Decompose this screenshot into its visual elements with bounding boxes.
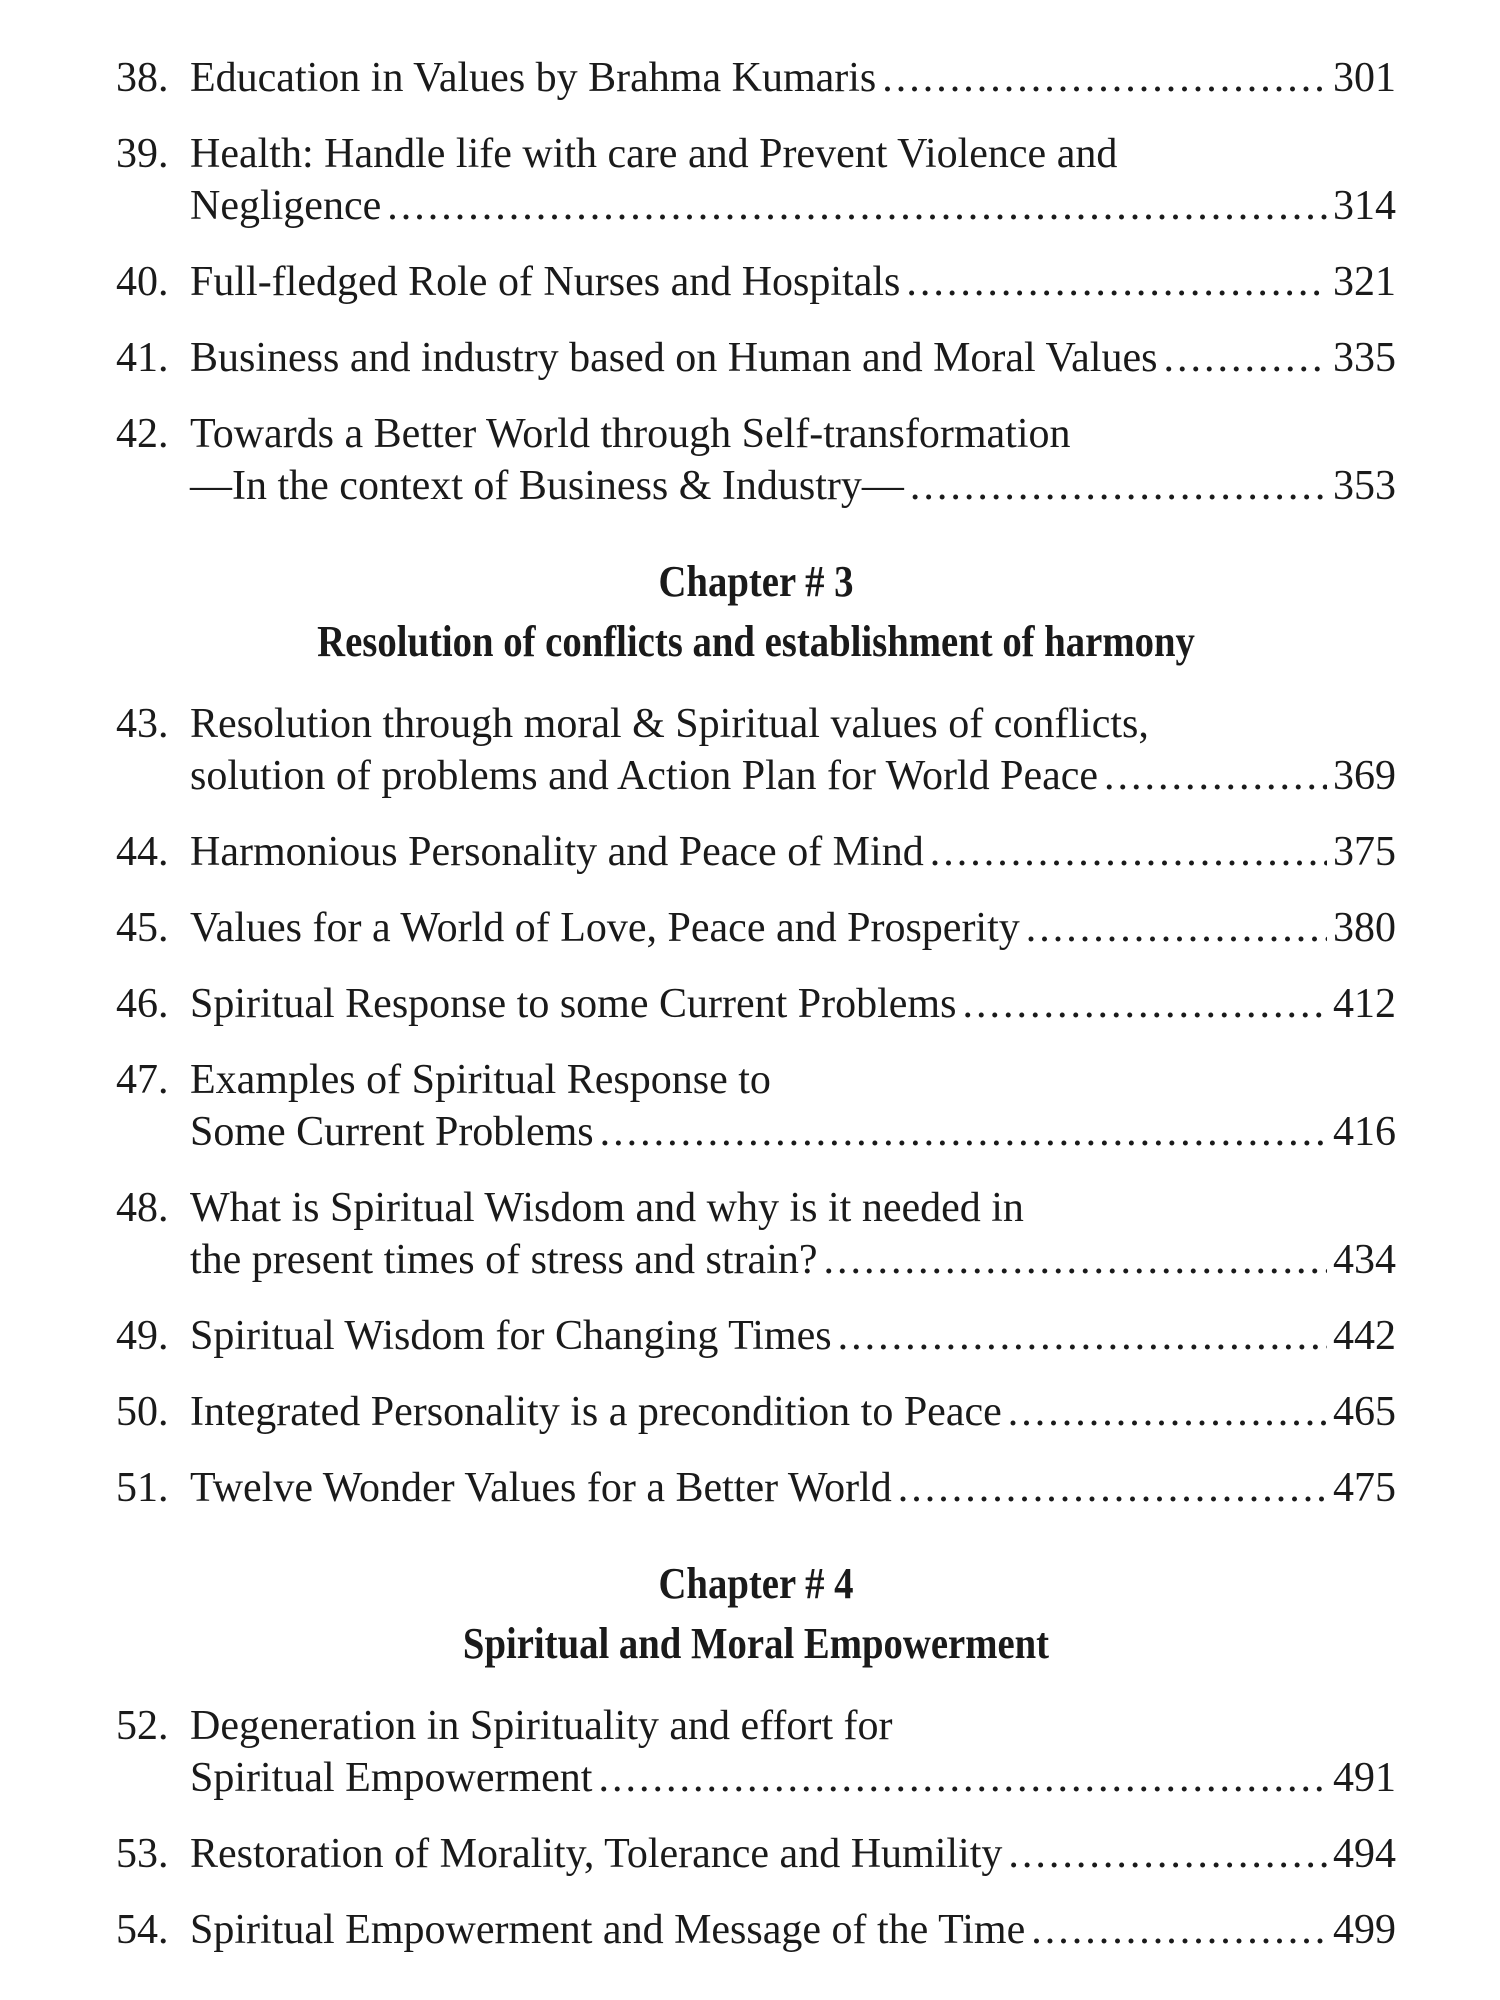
entry-body (190, 1462, 1396, 1514)
entry-title-line: Resolution through moral & Spiritual values of conflicts, (190, 701, 1149, 747)
entry-number: 42. (116, 411, 169, 457)
page-number: 465 (1333, 1389, 1396, 1435)
page-number: 375 (1333, 829, 1396, 875)
toc-entry (116, 408, 1396, 512)
entry-title-line: —In the context of Business & Industry— (190, 463, 904, 509)
entry-body (190, 256, 1396, 308)
dot-leader (598, 1752, 1327, 1804)
entry-body (190, 128, 1396, 232)
chapter-title: Resolution of conflicts and establishment of harmony (317, 617, 1195, 666)
chapter-number: Chapter # 3 (658, 557, 854, 606)
entry-body (190, 1904, 1396, 1956)
page-number: 434 (1333, 1237, 1396, 1283)
entry-title-row (190, 902, 1396, 954)
entry-number: 52. (116, 1703, 169, 1749)
entry-body (190, 902, 1396, 954)
entry-title-line: Degeneration in Spirituality and effort for (190, 1703, 893, 1749)
page-number: 335 (1333, 335, 1396, 381)
entry-number: 43. (116, 701, 169, 747)
entry-title-row (190, 750, 1396, 802)
toc-entry (116, 52, 1396, 104)
table-of-contents (116, 52, 1396, 1980)
entry-title-line: Education in Values by Brahma Kumaris (190, 55, 877, 101)
entry-number: 44. (116, 829, 169, 875)
entry-body (190, 1828, 1396, 1880)
dot-leader (898, 1462, 1327, 1514)
entry-body (190, 1386, 1396, 1438)
chapter-heading (116, 552, 1396, 672)
toc-entry (116, 1700, 1396, 1804)
toc-entry (116, 1386, 1396, 1438)
dot-leader (1008, 1828, 1327, 1880)
entry-title-row (190, 1234, 1396, 1286)
page-number: 491 (1333, 1755, 1396, 1801)
dot-leader (1031, 1904, 1327, 1956)
entry-body (190, 332, 1396, 384)
entry-title-row (190, 256, 1396, 308)
entry-title-row (190, 460, 1396, 512)
toc-entry (116, 1182, 1396, 1286)
entry-title-row (190, 1904, 1396, 1956)
toc-entry (116, 1828, 1396, 1880)
entry-body (190, 698, 1396, 802)
dot-leader (910, 460, 1327, 512)
entry-title-line: solution of problems and Action Plan for World Peace (190, 753, 1099, 799)
entry-body (190, 978, 1396, 1030)
entry-title-line: Values for a World of Love, Peace and Prosperity (190, 905, 1020, 951)
entry-number: 49. (116, 1313, 169, 1359)
page-number: 412 (1333, 981, 1396, 1027)
chapter-number: Chapter # 4 (658, 1559, 854, 1608)
entry-title-line: Some Current Problems (190, 1109, 594, 1155)
dot-leader (387, 180, 1327, 232)
entry-title-row (190, 1310, 1396, 1362)
entry-title-line: the present times of stress and strain? (190, 1237, 818, 1283)
entry-title-row (190, 978, 1396, 1030)
dot-leader (1163, 332, 1327, 384)
dot-leader (600, 1106, 1327, 1158)
toc-entry (116, 256, 1396, 308)
dot-leader (1104, 750, 1327, 802)
entry-title-row (190, 1462, 1396, 1514)
entry-body (190, 826, 1396, 878)
chapter-title: Spiritual and Moral Empowerment (462, 1619, 1050, 1668)
entry-number: 45. (116, 905, 169, 951)
dot-leader (882, 52, 1327, 104)
entry-body (190, 52, 1396, 104)
page-number: 475 (1333, 1465, 1396, 1511)
entry-title-row (190, 180, 1396, 232)
page-number: 380 (1333, 905, 1396, 951)
page-number: 499 (1333, 1907, 1396, 1953)
entry-number: 47. (116, 1057, 169, 1103)
dot-leader (1008, 1386, 1327, 1438)
toc-entry (116, 1310, 1396, 1362)
entry-number: 54. (116, 1907, 169, 1953)
entry-number: 48. (116, 1185, 169, 1231)
toc-entry (116, 128, 1396, 232)
chapter-heading (116, 1554, 1396, 1674)
page-number: 369 (1333, 753, 1396, 799)
dot-leader (962, 978, 1327, 1030)
entry-title-line: Towards a Better World through Self-transformation (190, 411, 1071, 457)
entry-title-line: Spiritual Empowerment and Message of the Time (190, 1907, 1026, 1953)
entry-title-row (190, 52, 1396, 104)
entry-number: 39. (116, 131, 169, 177)
page-number: 314 (1333, 183, 1396, 229)
entry-number: 38. (116, 55, 169, 101)
entry-title-line: Integrated Personality is a precondition to Peace (190, 1389, 1002, 1435)
page-number: 301 (1333, 55, 1396, 101)
page-number: 442 (1333, 1313, 1396, 1359)
entry-number: 41. (116, 335, 169, 381)
entry-title-row (190, 332, 1396, 384)
toc-entry (116, 978, 1396, 1030)
entry-title-line: Harmonious Personality and Peace of Mind (190, 829, 924, 875)
entry-title-row (190, 1828, 1396, 1880)
entry-title-line: Restoration of Morality, Tolerance and Humility (190, 1831, 1003, 1877)
entry-number: 50. (116, 1389, 169, 1435)
entry-body (190, 408, 1396, 512)
dot-leader (824, 1234, 1328, 1286)
entry-body (190, 1310, 1396, 1362)
toc-entry (116, 902, 1396, 954)
entry-number: 46. (116, 981, 169, 1027)
entry-title-line: What is Spiritual Wisdom and why is it needed in (190, 1185, 1024, 1231)
entry-title-row (190, 1752, 1396, 1804)
entry-title-line: Spiritual Empowerment (190, 1755, 593, 1801)
toc-entry (116, 826, 1396, 878)
entry-body (190, 1182, 1396, 1286)
entry-body (190, 1700, 1396, 1804)
toc-entry (116, 1462, 1396, 1514)
entry-title-row (190, 1106, 1396, 1158)
entry-title-line: Business and industry based on Human and Moral Values (190, 335, 1158, 381)
dot-leader (906, 256, 1327, 308)
entry-title-line: Examples of Spiritual Response to (190, 1057, 771, 1103)
page-number: 416 (1333, 1109, 1396, 1155)
entry-title-line: Spiritual Response to some Current Problems (190, 981, 957, 1027)
dot-leader (838, 1310, 1327, 1362)
dot-leader (1026, 902, 1327, 954)
toc-entry (116, 332, 1396, 384)
entry-number: 53. (116, 1831, 169, 1877)
toc-entry (116, 698, 1396, 802)
entry-number: 40. (116, 259, 169, 305)
entry-title-row (190, 1386, 1396, 1438)
entry-number: 51. (116, 1465, 169, 1511)
entry-title-line: Full-fledged Role of Nurses and Hospitals (190, 259, 901, 305)
entry-body (190, 1054, 1396, 1158)
page-number: 321 (1333, 259, 1396, 305)
entry-title-line: Health: Handle life with care and Prevent Violence and (190, 131, 1118, 177)
toc-entry (116, 1904, 1396, 1956)
entry-title-line: Twelve Wonder Values for a Better World (190, 1465, 892, 1511)
page-number: 353 (1333, 463, 1396, 509)
page-number: 494 (1333, 1831, 1396, 1877)
entry-title-line: Negligence (190, 183, 382, 229)
toc-entry (116, 1054, 1396, 1158)
entry-title-row (190, 826, 1396, 878)
dot-leader (930, 826, 1327, 878)
entry-title-line: Spiritual Wisdom for Changing Times (190, 1313, 832, 1359)
